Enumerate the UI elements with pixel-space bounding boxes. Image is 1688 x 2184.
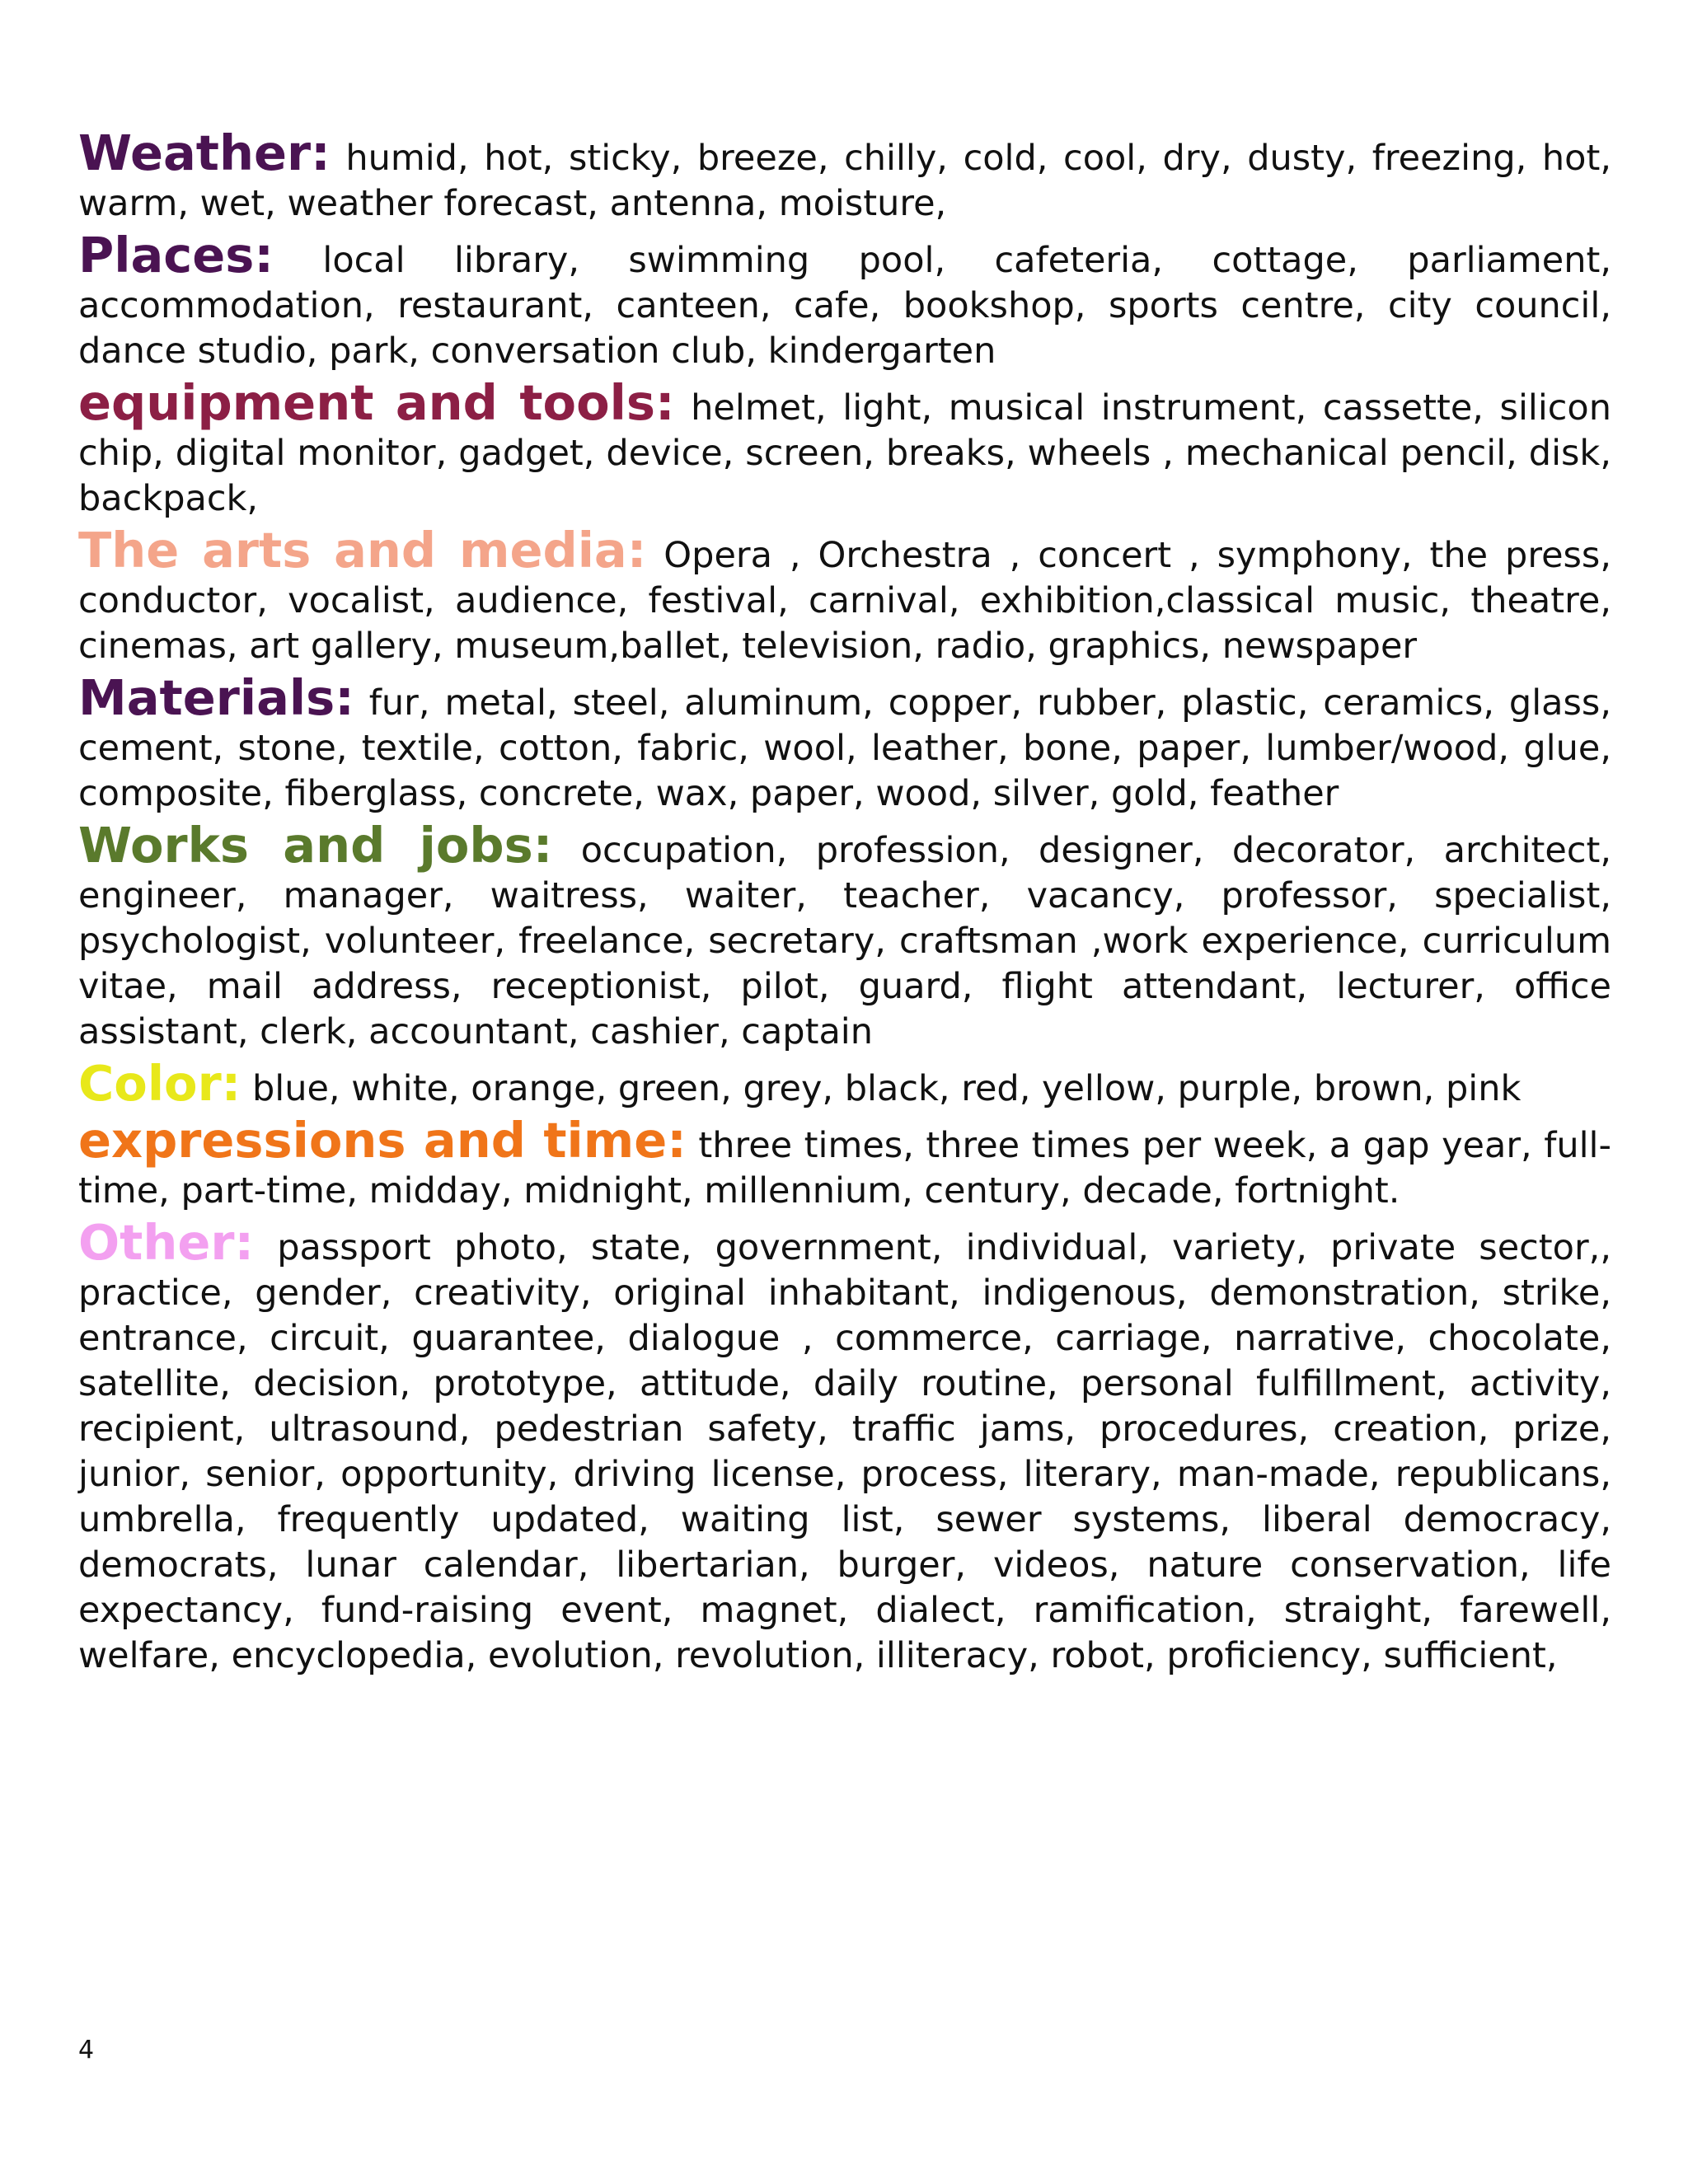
words-places: local library, swimming pool, cafeteria, cottage, parliament, accommodation, restaurant, canteen, cafe, bookshop, sports centre, city council, dance studio, park, conversation club, kindergarten [78,240,1611,372]
words-color: blue, white, orange, green, grey, black, red, yellow, purple, brown, pink [251,1068,1522,1109]
words-materials: fur, metal, steel, aluminum, copper, rubber, plastic, ceramics, glass, cement, stone, textile, cotton, fabric, wool, leather, bone, paper, lumber/wood, glue, composite, fiberglass, concrete, wax, paper, wood, silver, gold, feather [78,682,1611,814]
heading-color: Color: [78,1055,241,1112]
words-equipment: helmet, light, musical instrument, cassette, silicon chip, digital monitor, gadget, device, screen, breaks, wheels , mechanical pencil, disk, backpack, [78,387,1611,519]
heading-equipment: equipment and tools: [78,374,675,431]
heading-materials: Materials: [78,669,354,726]
section-other [78,1214,1611,1679]
section-color [78,1055,1611,1112]
heading-arts: The arts and media: [78,522,647,579]
words-other: passport photo, state, government, individual, variety, private sector,, practice, gender, creativity, original inhabitant, indigenous, demonstration, strike, entrance, circuit, guarantee, dialogue , commerce, carriage, narrative, chocolate, satellite, decision, prototype, attitude, daily routine, personal fulfillment, activity, recipient, ultrasound, pedestrian safety, traffic jams, procedures, creation, prize, junior, senior, opportunity, driving license, process, literary, man-made, republicans, umbrella, frequently updated, waiting list, sewer systems, liberal democracy, democrats, lunar calendar, libertarian, burger, videos, nature conservation, life expectancy, fund-raising event, magnet, dialect, ramification, straight, farewell, welfare, encyclopedia, evolution, revolution, illiteracy, robot, proficiency, sufficient, [78,1227,1611,1676]
words-weather: humid, hot, sticky, breeze, chilly, cold, cool, dry, dusty, freezing, hot, warm, wet, weather forecast, antenna, moisture, [78,138,1611,224]
words-works: occupation, profession, designer, decorator, architect, engineer, manager, waitress, waiter, teacher, vacancy, professor, specialist, psychologist, volunteer, freelance, secretary, craftsman ,work experience, curriculum vitae, mail address, receptionist, pilot, guard, flight attendant, lecturer, office assistant, clerk, accountant, cashier, captain [78,830,1612,1052]
words-arts: Opera , Orchestra , concert , symphony, the press, conductor, vocalist, audience, festival, carnival, exhibition,classical music, theatre, cinemas, art gallery, museum,ballet, television, radio, graphics, newspaper [78,535,1611,667]
vocabulary-list [78,124,1612,1685]
section-equipment [78,374,1611,522]
heading-works: Works and jobs: [78,817,553,874]
section-arts [78,522,1611,669]
heading-expressions: expressions and time: [78,1112,687,1169]
words-expressions: three times, three times per week, a gap year, full-time, part-time, midday, midnight, millennium, century, decade, fortnight. [78,1125,1611,1212]
heading-weather: Weather: [78,124,331,181]
section-expressions [78,1112,1611,1214]
section-works [78,817,1612,1055]
heading-places: Places: [78,227,274,284]
page-number: 4 [78,2036,95,2064]
section-places [78,227,1611,374]
heading-other: Other: [78,1214,255,1271]
section-weather [78,124,1611,227]
section-materials [78,669,1611,817]
